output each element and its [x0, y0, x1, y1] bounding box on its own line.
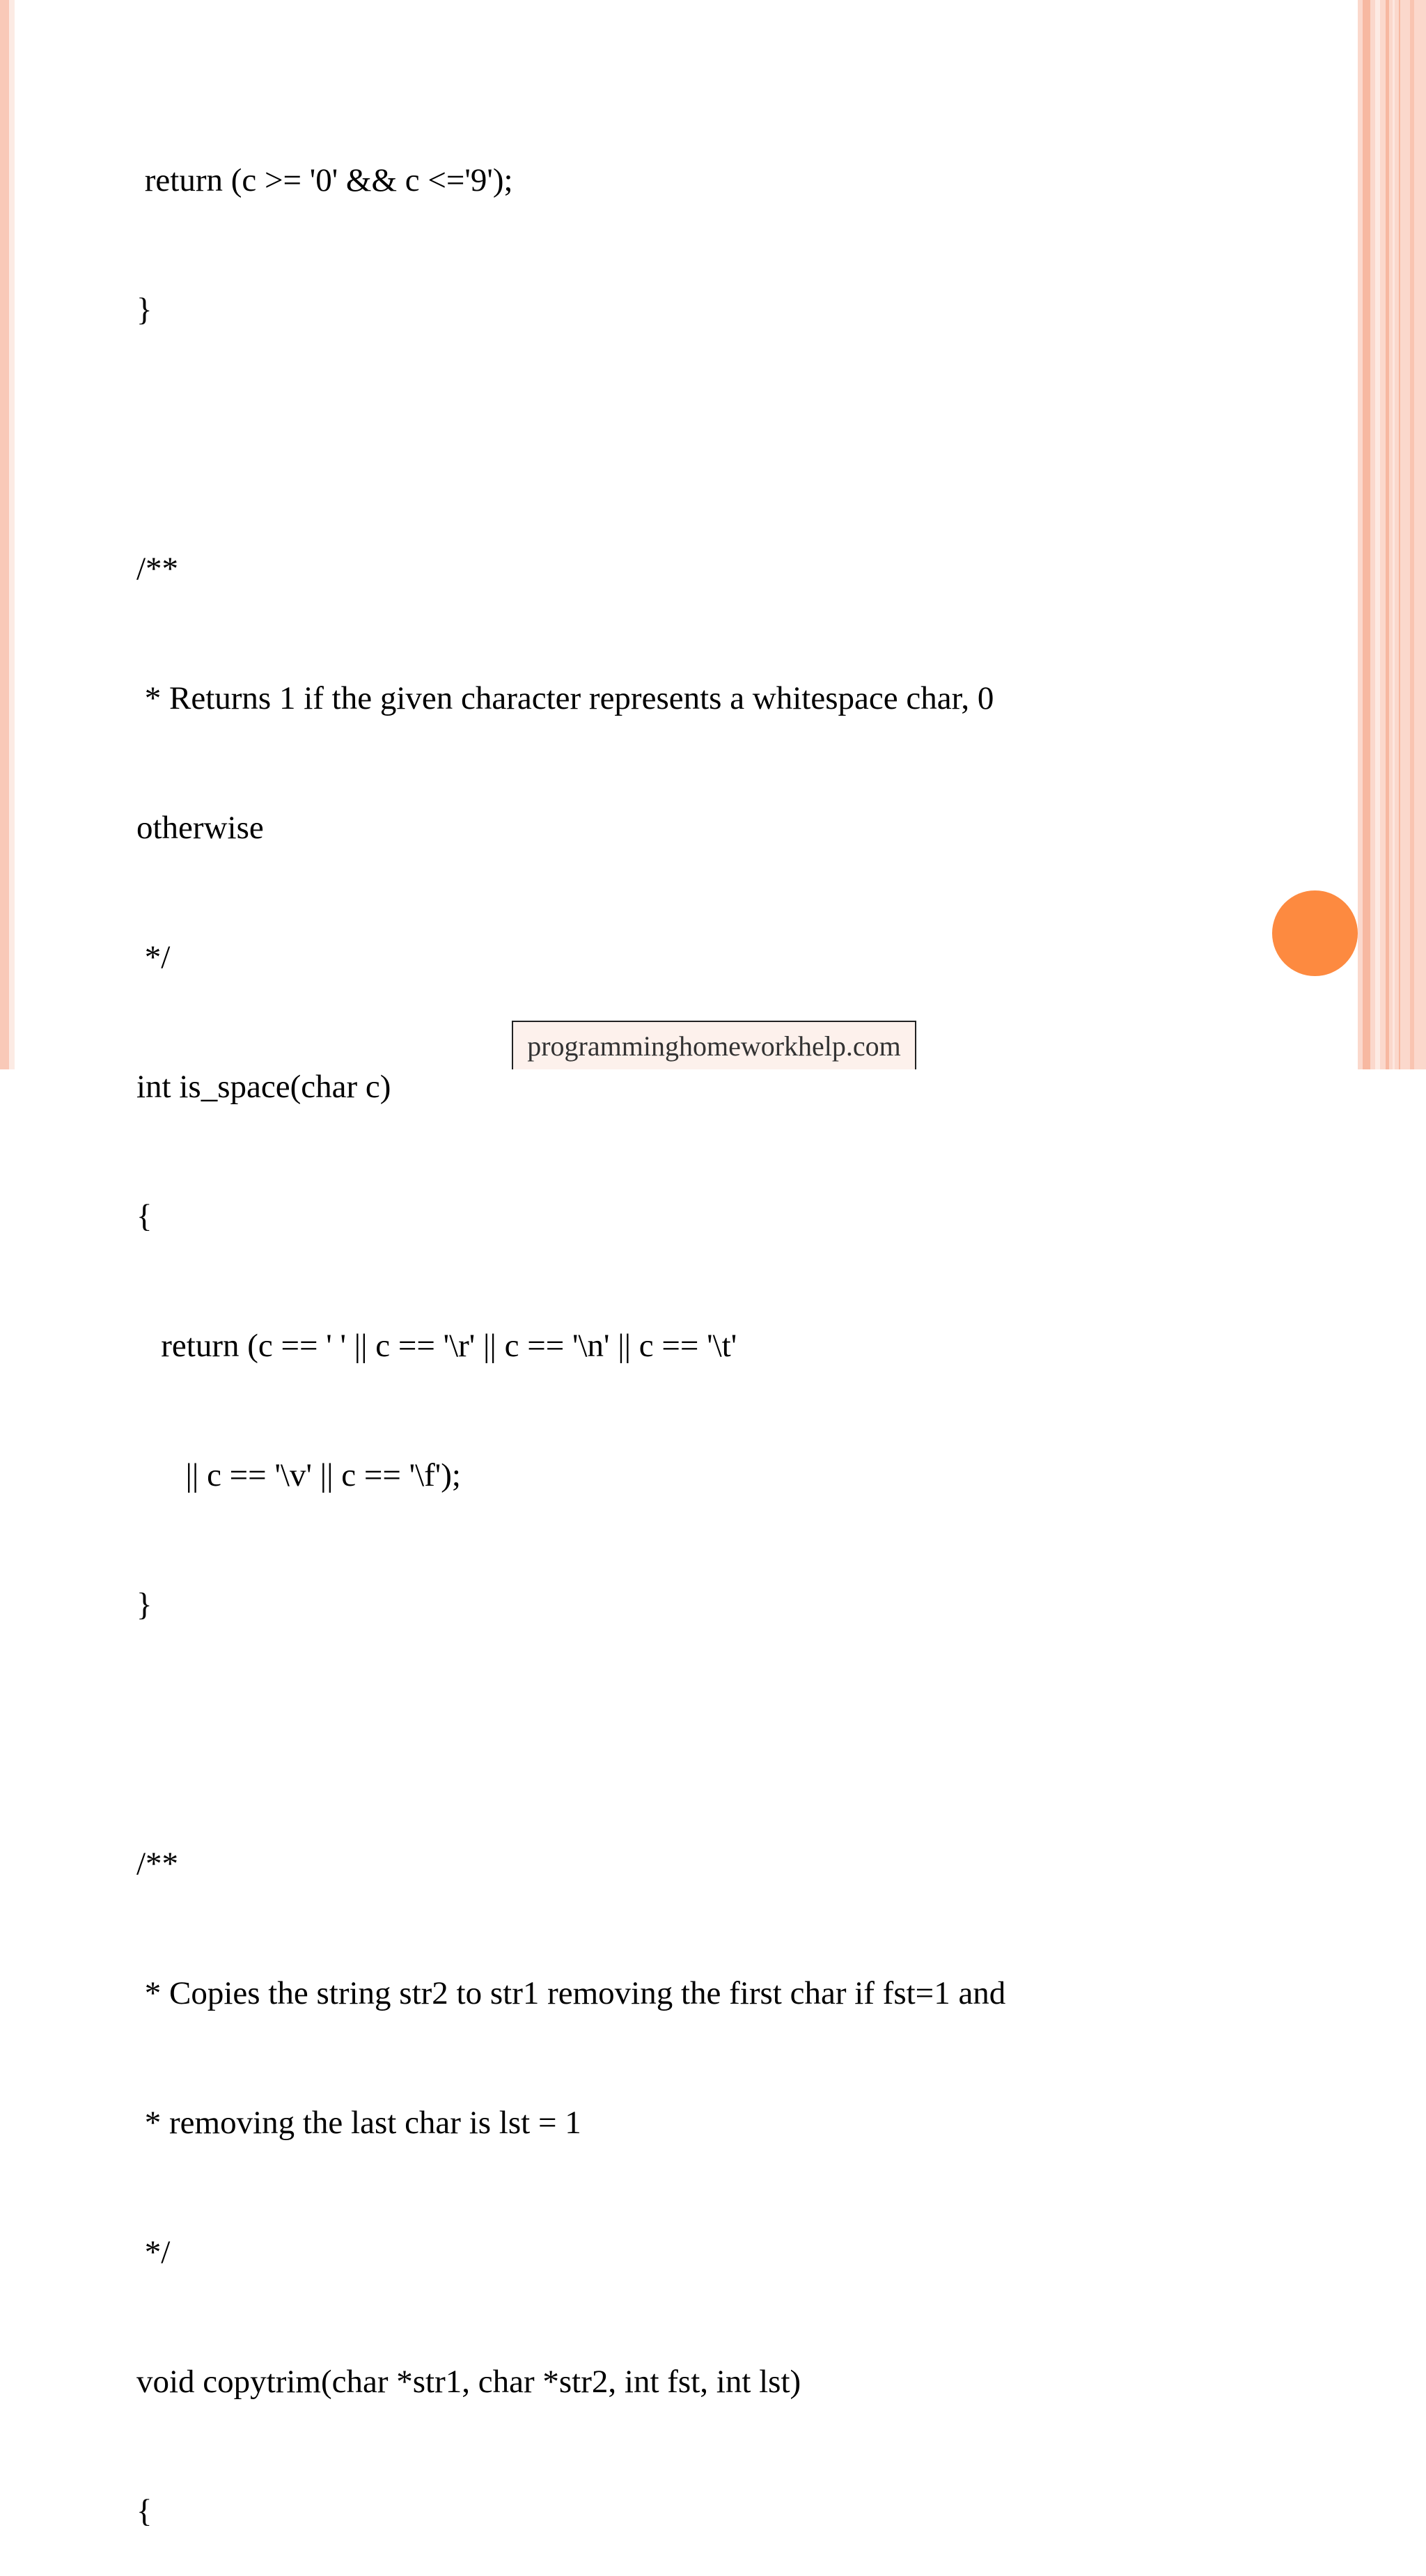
code-line: [136, 1713, 1005, 1756]
right-border-line: [1375, 0, 1380, 1069]
code-line: * Copies the string str2 to str1 removing the first char if fst=1 and: [136, 1975, 1006, 2011]
left-border-inner-stripe: [9, 0, 15, 1069]
code-line: return (c >= '0' && c <='9');: [136, 162, 513, 198]
right-border-line: [1386, 0, 1389, 1069]
code-line: || c == '\v' || c == '\f');: [136, 1457, 461, 1493]
code-line: return (c == ' ' || c == '\r' || c == '\n' || c == '\t': [136, 1328, 737, 1364]
code-line: int is_space(char c): [136, 1069, 391, 1105]
code-line: /**: [136, 1846, 179, 1882]
code-line: [136, 418, 1005, 461]
code-line: /**: [136, 551, 179, 587]
right-border-line: [1399, 0, 1400, 1069]
code-line: }: [136, 292, 152, 328]
orange-circle-decoration: [1272, 890, 1358, 976]
code-line: otherwise: [136, 810, 264, 846]
code-line: {: [136, 1198, 152, 1234]
code-line: */: [136, 2234, 171, 2270]
code-line: * removing the last char is lst = 1: [136, 2105, 581, 2141]
code-line: * Returns 1 if the given character represents a whitespace char, 0: [136, 680, 994, 716]
right-border-line: [1363, 0, 1370, 1069]
code-line: void copytrim(char *str1, char *str2, int fst, int lst): [136, 2364, 801, 2400]
right-border-line: [1410, 0, 1414, 1069]
code-line: */: [136, 939, 171, 975]
left-border-stripe: [0, 0, 9, 1069]
code-line: }: [136, 1587, 152, 1623]
code-listing: [136, 72, 1005, 2576]
footer-website-label: programminghomeworkhelp.com: [512, 1021, 916, 1069]
code-line: {: [136, 2493, 152, 2529]
right-border-line: [1393, 0, 1395, 1069]
